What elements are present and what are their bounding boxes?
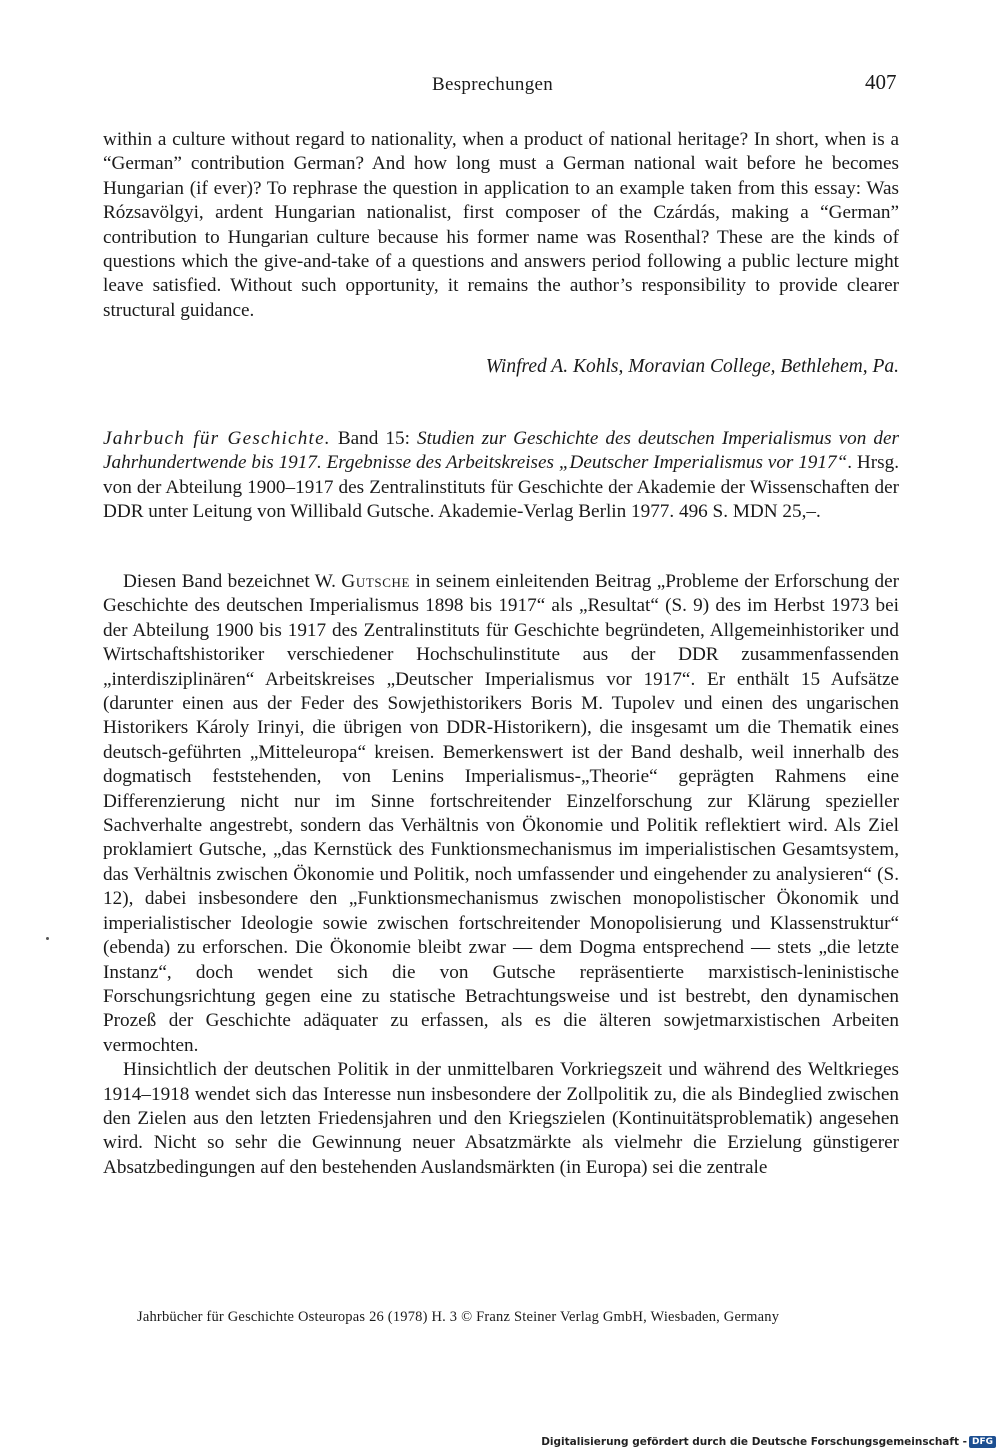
author-name: Gutsche [341,571,411,592]
review-1-paragraph: within a culture without regard to nationality, when a product of national heritage? In short, when is a “German” contribution German? And how long must a German national wait before he becomes Hungarian (if ever)? To rephrase the question in application to an example taken from this essay: Was Rózsavölgyi, ardent Hungarian nationalist, first composer of the Czárdás, making a “German” contribution to Hungarian culture because his former name was Rosenthal? These are the kinds of questions which the give-and-take of a questions and answers period following a public lecture might leave satisfied. Without such opportunity, it remains the author’s responsibility to provide clearer structural guidance. [103,129,899,321]
running-head: Besprechungen [432,74,554,95]
citation-title: Studien zur Geschichte des deutschen Imperialismus von der Jahrhundertwende bis 1917. Ergebnisse des Arbeitskreises „Deutscher Imperialismus vor 1917“ [103,428,899,474]
paragraph-rest: in seinem einleitenden Beitrag „Probleme der Erforschung der Geschichte des deutschen Imperialismus 1898 bis 1917“ als „Resultat“ (S. 9) des im Herbst 1973 bei der Abteilung 1900 bis 1917 des Zentralinstituts für Geschichte begründeten, Allgemeinhistoriker und Wirtschaftshistoriker verschiedener Hochschulinstitute aus der DDR zusammenfassenden „interdisziplinären“ Arbeitskreises „Deutscher Imperialismus vor 1917“. Er enthält 15 Aufsätze (darunter einen aus der Feder des Sowjethistorikers Boris M. Tupolev und einen des ungarischen Historikers Károly Irinyi, die übrigen von DDR-Historikern), die insgesamt um die Thematik eines deutsch-geführten „Mitteleuropa“ kreisen. Bemerkenswert ist der Band deshalb, weil innerhalb des dogmatisch feststehenden, von Lenins Imperialismus-„Theorie“ geprägten Rahmens eine Differenzierung nicht nur im Sinne fortschreitender Einzelforschung zur Klärung spezieller Sachverhalte angestrebt, sondern das Verhältnis von Ökonomie und Politik reflektiert wird. Als Ziel proklamiert Gutsche, „das Kernstück des Funktionsmechanismus im imperialistischen Gesamtsystem, das Verhältnis zwischen Ökonomie und Politik, noch umfassender und eingehender zu analysieren“ (S. 12), dabei insbesondere den „Funktionsmechanismus zwischen monopolistischer Ökonomik und imperialistischer Ideologie sowie zwischen fortschreitender Monopolisierung und Klassenstruktur“ (ebenda) zu erforschen. Die Ökonomie bleibt zwar — dem Dogma entsprechend — stets „die letzte Instanz“, doch wendet sich die von Gutsche repräsentierte marxistisch-leninistische Forschungsrichtung gegen eine zu statische Betrachtungsweise und ist bestrebt, den dynamischen Prozeß der Geschichte adäquater zu erfassen, als es die älteren sowjetmarxistischen Arbeiten vermochten. [103,571,899,1056]
citation-journal: Jahrbuch für Geschichte. [103,428,331,449]
digitization-notice [541,1436,996,1448]
page-number: 407 [865,70,897,94]
paragraph-lead: Diesen Band bezeichnet W. [123,571,342,592]
citation-details: . Hrsg. von der Abteilung 1900–1917 des Zentralinstituts für Geschichte der Akademie der Wissenschaften der DDR unter Leitung von Willibald Gutsche. Akademie-Verlag Berlin 1977. 496 S. MDN 25,–. [103,452,899,523]
body-paragraph-1 [103,570,899,1058]
body-paragraph-2: Hinsichtlich der deutschen Politik in der unmittelbaren Vorkriegszeit und während des Weltkrieges 1914–1918 wendet sich das Interesse nun insbesondere der Zollpolitik zu, die als Bindeglied zwischen den Zielen aus den letzten Friedensjahren und den Kriegszielen (Kontinuitätsproblematik) angesehen wird. Nicht so sehr die Gewinnung neuer Absatzmärkte als vielmehr die Erzielung günstigerer Absatzbedingungen auf den bestehenden Auslandsmärkten (in Europa) sei die zentrale [103,1059,899,1178]
review-2-citation [103,427,899,525]
scan-speck [46,937,49,940]
journal-imprint: Jahrbücher für Geschichte Osteuropas 26 (1978) H. 3 © Franz Steiner Verlag GmbH, Wiesbaden, Germany [137,1309,780,1325]
citation-volume: Band 15: [330,428,417,449]
citation-paragraph [103,427,899,525]
dfg-logo-icon: DFG [969,1436,996,1448]
review-1-continuation [103,128,899,323]
review-2-body [103,570,899,1180]
reviewer-signature: Winfred A. Kohls, Moravian College, Bethlehem, Pa. [485,356,899,377]
digitization-text: Digitalisierung gefördert durch die Deutsche Forschungsgemeinschaft - [541,1436,967,1448]
